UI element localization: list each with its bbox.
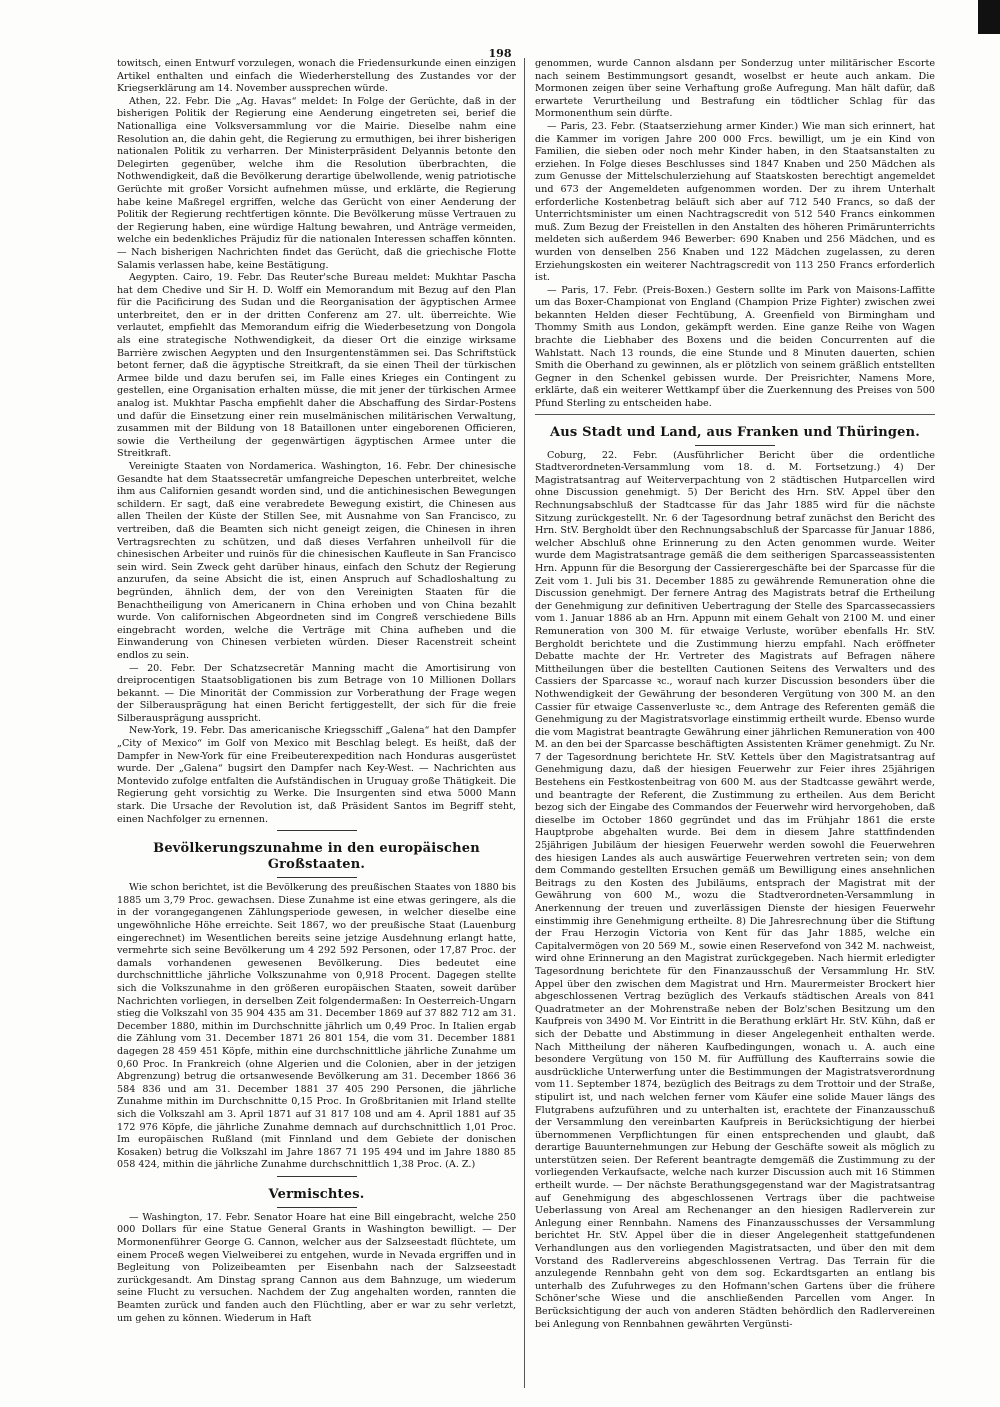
left-column bbox=[117, 58, 516, 1388]
section-divider bbox=[277, 1176, 357, 1177]
section-divider bbox=[695, 445, 775, 446]
article-cannon-continued: genommen, wurde Cannon alsdann per Sonderzug unter militärischer Escorte nach seinem Bestimmungsort gesandt, woselbst er heute auch ankam. Die Mormonen zeigen über seine Verhaftung große Aufregung. Man hält dafür, daß erwartete Verurtheilung und Bestrafung ein tödtlicher Schlag für das Mormonenthum sein dürfte. bbox=[535, 58, 935, 120]
article-misc-washington: — Washington, 17. Febr. Senator Hoare hat eine Bill eingebracht, welche 250 000 Dollars für eine Statue General Grants in Washington bewilligt. — Der Mormonenführer George G. Cannon, welcher aus der Salzseestadt flüchtete, um einem Proceß wegen Vielweiberei zu entgehen, wurde in Nevada ergriffen und in Begleitung von Polizeibeamten per Eisenbahn nach der Salzseestadt zurückgesandt. Am Dinstag sprang Cannon aus dem Bahnzuge, um wiederum seine Flucht zu versuchen. Nachdem der Zug angehalten worden, rannten die Beamten zurück und fanden auch den Flüchtling, aber er war zu sehr verletzt, um gehen zu können. Wiederum in Haft bbox=[117, 1211, 516, 1324]
article-paris-boxing: — Paris, 17. Febr. (Preis-Boxen.) Gestern sollte im Park von Maisons-Laffitte um das Boxer-Championat von England (Champion Prize Fighter) zwischen zwei bekannten Helden dieser Fechtübung, A. Greenfield von Birmingham und Thommy Smith aus London, gekämpft werden. Eine ganze Reihe von Wagen brachte die Liebhaber des Boxens und die beiden Concurrenten auf die Wahlstatt. Nach 13 rounds, die eine Stunde und 8 Minuten dauerten, schien Smith die Oberhand zu gewinnen, als er plötzlich von seinem gräßlich entstellten Gegner in den Schenkel gebissen wurde. Der Preisrichter, Namens More, erklärte, daß ein weiterer Wettkampf über die Zuerkennung des Preises von 500 Pfund Sterling zu entscheiden habe. bbox=[535, 284, 935, 410]
section-heading-local: Aus Stadt und Land, aus Franken und Thüringen. bbox=[549, 424, 921, 440]
article-egypt: Aegypten. Cairo, 19. Febr. Das Reuter'sche Bureau meldet: Mukhtar Pascha hat dem Chedive und Sir H. D. Wolff ein Memorandum mit Bezug auf den Plan für die Pacificirung des Sudan und die Reorganisation der ägyptischen Armee unterbreitet, den er in der dritten Conferenz am 27. ult. überreichte. Wie verlautet, empfiehlt das Memorandum eifrig die Wiederbesetzung von Dongola als eine strategische Nothwendigkeit, da dieser Ort die einzige wirksame Barrière zwischen Aegypten und den Insurgentenstämmen sei. Das Schriftstück betont ferner, daß die ägyptische Streitkraft, da sie einen Theil der türkischen Armee bilde und dazu berufen sei, im Falle eines Krieges ein Contingent zu gestellen, eine Organisation erhalten müsse, die mit jener der türkischen Armee analog ist. Mukhtar Pascha empfiehlt daher die Abschaffung des Sirdar-Postens und dafür die Einsetzung einer rein muselmänischen militärischen Verwaltung, zusammen mit der Bildung von 18 Bataillonen unter eingeborenen Officieren, sowie die Vertheilung der gegenwärtigen ägyptischen Armee unter die Streitkraft. bbox=[117, 272, 516, 460]
article-coburg: Coburg, 22. Febr. (Ausführlicher Bericht über die ordentliche Stadtverordneten-Versammlung vom 18. d. M. Fortsetzung.) 4) Der Magistratsantrag auf Weiterverpachtung von 2 städtischen Hutparcellen wird ohne Discussion genehmigt. 5) Der Bericht des Hrn. StV. Appel über den Rechnungsabschluß der Stadtcasse für das Jahr 1885 wird für die nächste Sitzung zurückgestellt. Nr. 6 der Tagesordnung betraf zunächst den Bericht des Hrn. StV. Bergholdt über den Rechnungsabschluß der Sparcasse für Januar 1886, welcher Abschluß ohne Erinnerung zu den Acten genommen wurde. Weiter wurde dem Magistratsantrage gemäß die dem seitherigen Sparcasseassistenten Hrn. Appunn für die Besorgung der Cassierergeschäfte bei der Sparcasse für die Zeit vom 1. Juli bis 31. December 1885 zu gewährende Remuneration ohne die Discussion genehmigt. Der fernere Antrag des Magistrats betraf die Ertheilung der Genehmigung zur definitiven Uebertragung der Stelle des Sparcassecassiers vom 1. Januar 1886 ab an Hrn. Appunn mit einem Gehalt von 2100 M. und einer Remuneration von 300 M. für etwaige Verluste, worüber ebenfalls Hr. StV. Bergholdt berichtete und die Zustimmung hierzu empfahl. Nach eröffneter Debatte machte der Hr. Vertreter des Magistrats auf Befragen nähere Mittheilungen über die bestellten Cautionen Seitens des Verwalters und des Cassiers der Sparcasse ꝛc., worauf nach kurzer Discussion besonders über die Nothwendigkeit der Gewährung der besonderen Vergütung von 300 M. an den Cassier für etwaige Cassenverluste ꝛc., dem Antrage des Referenten gemäß die Genehmigung zu der Magistratsvorlage einstimmig ertheilt wurde. Ebenso wurde die vom Magistrat beantragte Gewährung einer jährlichen Remuneration von 400 M. an den bei der Sparcasse beschäftigten Assistenten Krämer genehmigt. Zu Nr. 7 der Tagesordnung berichtete Hr. StV. Kettels über den Magistratsantrag auf Genehmigung dazu, daß der hiesigen Feuerwehr zur Feier ihres 25jährigen Bestehens ein Festkostenbeitrag von 600 M. aus der Stadtcasse gewährt werde, und beantragte der Referent, die Zustimmung zu ertheilen. Aus dem Bericht bezog sich der Eingabe des Commandos der Feuerwehr wird hervorgehoben, daß dieselbe im October 1860 gegründet und das im Frühjahr 1861 die erste Hauptprobe abgehalten wurde. Bei dem in diesem Jahre stattfindenden 25jährigen Jubiläum der hiesigen Feuerwehr werden sowohl die Feuerwehren des hiesigen Landes als auch auswärtige Feuerwehren vertreten sein; von dem dem Commando gestellten Ersuchen gemäß um Bewilligung eines ansehnlichen Beitrags zu den Kosten des Jubiläums, entsprach der Magistrat mit der Gewährung von 600 M., wozu die Stadtverordneten-Versammlung in Anerkennung der treuen und zuverlässigen Dienste der hiesigen Feuerwehr einstimmig ihre Genehmigung ertheilte. 8) Die Jahresrechnung über die Stiftung der Frau Herzogin Victoria von Kent für das Jahr 1885, welche ein Capitalvermögen von 20 569 M., sowie einen Reservefond von 342 M. nachweist, wird ohne Erinnerung an den Magistrat zurückgegeben. Nach hiermit erledigter Tagesordnung berichtete für den Finanzausschuß der Versammlung Hr. StV. Appel über den zwischen dem Magistrat und Hrn. Maurermeister Brockert hier abgeschlossenen Vertrag bezüglich des Verkaufs städtischen Areals von 841 Quadratmeter an der Mohrenstraße neben der Bolz'schen Besitzung um den Kaufpreis von 3490 M. Vor Eintritt in die Berathung erklärt Hr. StV. Kühn, daß er sich der Debatte und Abstimmung in dieser Angelegenheit enthalten werde. Nach Mittheilung der näheren Kaufbedingungen, wonach u. A. auch eine besondere Vergütung von 150 M. für Auffüllung des Kaufterrains sowie die ausdrückliche Unterwerfung unter die Bestimmungen der Magistratsverordnung vom 11. September 1874, bezüglich des Beitrags zu dem Trottoir und der Straße, stipulirt ist, und nach welchen ferner vom Käufer eine solide Mauer längs des Flutgrabens aufzuführen und zu unterhalten ist, erachtete der Finanzausschuß der Versammlung den vereinbarten Kaufpreis in Berücksichtigung der hierbei übernommenen Verpflichtungen für einen entsprechenden und glaubt, daß derartige Bauunternehmungen zur Hebung der Geschäfte soweit als möglich zu unterstützen seien. Der Referent beantragte demgemäß die Zustimmung zu der vorliegenden Verkaufsacte, welche nach kurzer Discussion auch mit 16 Stimmen ertheilt wurde. — Der nächste Berathungsgegenstand war der Magistratsantrag auf Genehmigung des abgeschlossenen Vertrags über die pachtweise Ueberlassung von Areal am Rechenanger an den hiesigen Radlerverein zur Anlegung einer Rennbahn. Namens des Finanzausschusses der Versammlung berichtet Hr. StV. Appel über die in dieser Angelegenheit stattgefundenen Verhandlungen aus den vorliegenden Magistratsacten, und über den mit dem Vorstand des Radlervereins abgeschlossenen Vertrag. Das Terrain für die anzulegende Rennbahn geht von dem sog. Eckardtsgarten an entlang bis unterhalb des Zufuhrweges zu den Hofmann'schen Gartens über die frühere Schöner'sche Wiese und die anschließenden Parcellen vom Anger. In Berücksichtigung der auch von anderen Städten behördlich den Radlervereinen bei Anlegung von Rennbahnen gewährten Vergünsti- bbox=[535, 449, 935, 1330]
article-new-york: New-York, 19. Febr. Das americanische Kriegsschiff „Galena“ hat den Dampfer „City of Mexico“ im Golf von Mexico mit Beschlag belegt. Es heißt, daß der Dampfer in New-York für eine Freibeuterexpedition nach Honduras ausgerüstet wurde. Der „Galena“ bugsirt den Dampfer nach Key-West. — Nachrichten aus Montevido zufolge entfalten die Aufständischen in Uruguay große Thätigkeit. Die Regierung geht vorsichtig zu Werke. Die Insurgenten sind etwa 5000 Mann stark. Die Ursache der Revolution ist, daß Präsident Santos im Begriff steht, einen Nachfolger zu ernennen. bbox=[117, 725, 516, 825]
corner-mark bbox=[978, 0, 1000, 34]
right-column bbox=[535, 58, 935, 1388]
section-divider bbox=[277, 830, 357, 831]
article-paris-education: — Paris, 23. Febr. (Staatserziehung armer Kinder.) Wie man sich erinnert, hat die Kammer im vorigen Jahre 200 000 Frcs. bewilligt, um je ein Kind von Familien, die sieben oder noch mehr Kinder haben, in den Staatsanstalten zu erziehen. In Folge dieses Beschlusses sind 1847 Knaben und 250 Mädchen als zum Genusse der Mittelschulerziehung auf Staatskosten berechtigt angemeldet und 673 der Angemeldeten aufgenommen worden. Der zu ihrem Unterhalt erforderliche Kostenbetrag beläuft sich aber auf 712 540 Francs, so daß der Unterrichtsminister um einen Nachtragscredit von 512 540 Francs einkommen muß. Zum Bezug der Freistellen in den Anstalten des höheren Primärunterrichts meldeten sich außerdem 946 Bewerber: 690 Knaben und 256 Mädchen, und es wurden von denselben 256 Knaben und 122 Mädchen zugelassen, zu deren Erziehungskosten ein weiterer Nachtragscredit von 113 250 Francs erforderlich ist. bbox=[535, 120, 935, 284]
article-athens: Athen, 22. Febr. Die „Ag. Havas“ meldet: In Folge der Gerüchte, daß in der bisherigen Politik der Regierung eine Aenderung eingetreten sei, berief die Nationalliga eine Volksversammlung vor die Mairie. Dieselbe nahm eine Resolution an, die dahin geht, die Regierung zu ermuthigen, bei ihrer bisherigen nationalen Politik zu verharren. Der Ministerpräsident Delyannis betonte den Delegirten gegenüber, welche ihm die Resolution überbrachten, die Nothwendigkeit, daß die Bevölkerung derartige übelwollende, wenig patriotische Gerüchte mit großer Vorsicht aufnehmen müsse, und erklärte, die Regierung habe keine Maßregel ergriffen, welche das Gerücht von einer Aenderung der Politik der Regierung rechtfertigen könnte. Die Bevölkerung müsse Vertrauen zu der Regierung haben, eine würdige Haltung bewahren, und Anträge vermeiden, welche ein bedenkliches Präjudiz für die nationalen Interessen schaffen könnten. — Nach bisherigen Nachrichten findet das Gerücht, daß die griechische Flotte Salamis verlassen habe, keine Bestätigung. bbox=[117, 95, 516, 271]
section-divider bbox=[535, 414, 935, 415]
article-usa-washington: Vereinigte Staaten von Nordamerica. Washington, 16. Febr. Der chinesische Gesandte hat dem Staatssecretär umfangreiche Depeschen unterbreitet, welche ihm aus Californien gesandt worden sind, und die antichinesischen Bewegungen schildern. Er sagt, daß eine verabredete Bewegung existirt, die Chinesen aus allen Theilen der Küste der Stillen See, mit Ausnahme von San Francisco, zu vertreiben, daß die Beamten sich nicht geneigt zeigen, die Chinesen in ihren Vertragsrechten zu schützen, und daß dieses Verfahren unheilvoll für die chinesischen Arbeiter und ruinös für die chinesischen Kaufleute in San Francisco sein wird. Sein Zweck geht darüber hinaus, einfach den Schutz der Regierung anzurufen, da seine Absicht die ist, einen Anspruch auf Schadloshaltung zu begründen, ähnlich dem, der von den Vereinigten Staaten für die Benachtheiligung von Americanern in China erhoben und von China bezahlt wurde. Von californischen Abgeordneten sind im Congreß verschiedene Bills eingebracht worden, welche die Verträge mit China aufheben und die Einwanderung von Chinesen verbieten würden. Dieser Racenstreit scheint endlos zu sein. bbox=[117, 461, 516, 661]
article-peace-treaty: towitsch, einen Entwurf vorzulegen, wonach die Friedensurkunde einen einzigen Artikel enthalten und einfach die Wiederherstellung des Zustandes vor der Kriegserklärung am 14. November aussprechen würde. bbox=[117, 58, 516, 95]
section-heading-misc: Vermischtes. bbox=[268, 1186, 365, 1202]
section-divider bbox=[277, 1207, 357, 1208]
article-usa-treasury: — 20. Febr. Der Schatzsecretär Manning macht die Amortisirung von dreiprocentigen Staatsobligationen bis zum Betrage von 10 Millionen Dollars bekannt. — Die Minorität der Commission zur Vorberathung der Frage wegen der Silberausprägung hat einen Bericht fertiggestellt, der sich für die freie Silberausprägung ausspricht. bbox=[117, 662, 516, 724]
section-heading-population: Bevölkerungszunahme in den europäischen Großstaaten. bbox=[153, 841, 480, 873]
article-population: Wie schon berichtet, ist die Bevölkerung des preußischen Staates von 1880 bis 1885 um 3,79 Proc. gewachsen. Diese Zunahme ist eine etwas geringere, als die in der vorangegangenen Zählungsperiode gewesen, in welcher dieselbe eine ungewöhnliche Höhe erreichte. Seit 1867, wo der preußische Staat (Lauenburg eingerechnet) im Wesentlichen bereits seine jetzige Ausdehnung erlangt hatte, vermehrte sich seine Bevölkerung um 4 292 592 Personen, oder 17,87 Proc. der damals vorhandenen gewesenen Bevölkerung. Dies bedeutet eine durchschnittliche jährliche Volkszunahme von 0,918 Procent. Dagegen stellte sich die Volkszunahme in den größeren europäischen Staaten, soweit darüber Nachrichten vorliegen, in derselben Zeit folgendermaßen: In Oesterreich-Ungarn stieg die Volkszahl von 35 904 435 am 31. December 1869 auf 37 882 712 am 31. December 1880, mithin im Durchschnitte jährlich um 0,49 Proc. In Italien ergab die Zählung vom 31. December 1871 26 801 154, die vom 31. December 1881 dagegen 28 459 451 Köpfe, mithin eine durchschnittliche jährliche Zunahme um 0,60 Proc. In Frankreich (ohne Algerien und die Colonien, aber in der jetzigen Abgrenzung) betrug die ortsanwesende Bevölkerung am 31. December 1866 36 584 836 und am 31. December 1881 37 405 290 Personen, die jährliche Zunahme mithin im Durchschnitte 0,15 Proc. In Großbritanien mit Irland stellte sich die Volkszahl am 3. April 1871 auf 31 817 108 und am 4. April 1881 auf 35 172 976 Köpfe, die jährliche Zunahme demnach auf durchschnittlich 1,01 Proc. Im europäischen Rußland (mit Finnland und dem Gebiete der donischen Kosaken) betrug die Volkszahl im Jahre 1867 71 195 494 und im Jahre 1880 85 058 424, mithin die jährliche Zunahme durchschnittlich 1,38 Proc. (A. Z.) bbox=[117, 882, 516, 1171]
section-divider bbox=[277, 877, 357, 878]
column-divider bbox=[524, 58, 525, 1388]
page-number: 198 bbox=[488, 47, 512, 60]
